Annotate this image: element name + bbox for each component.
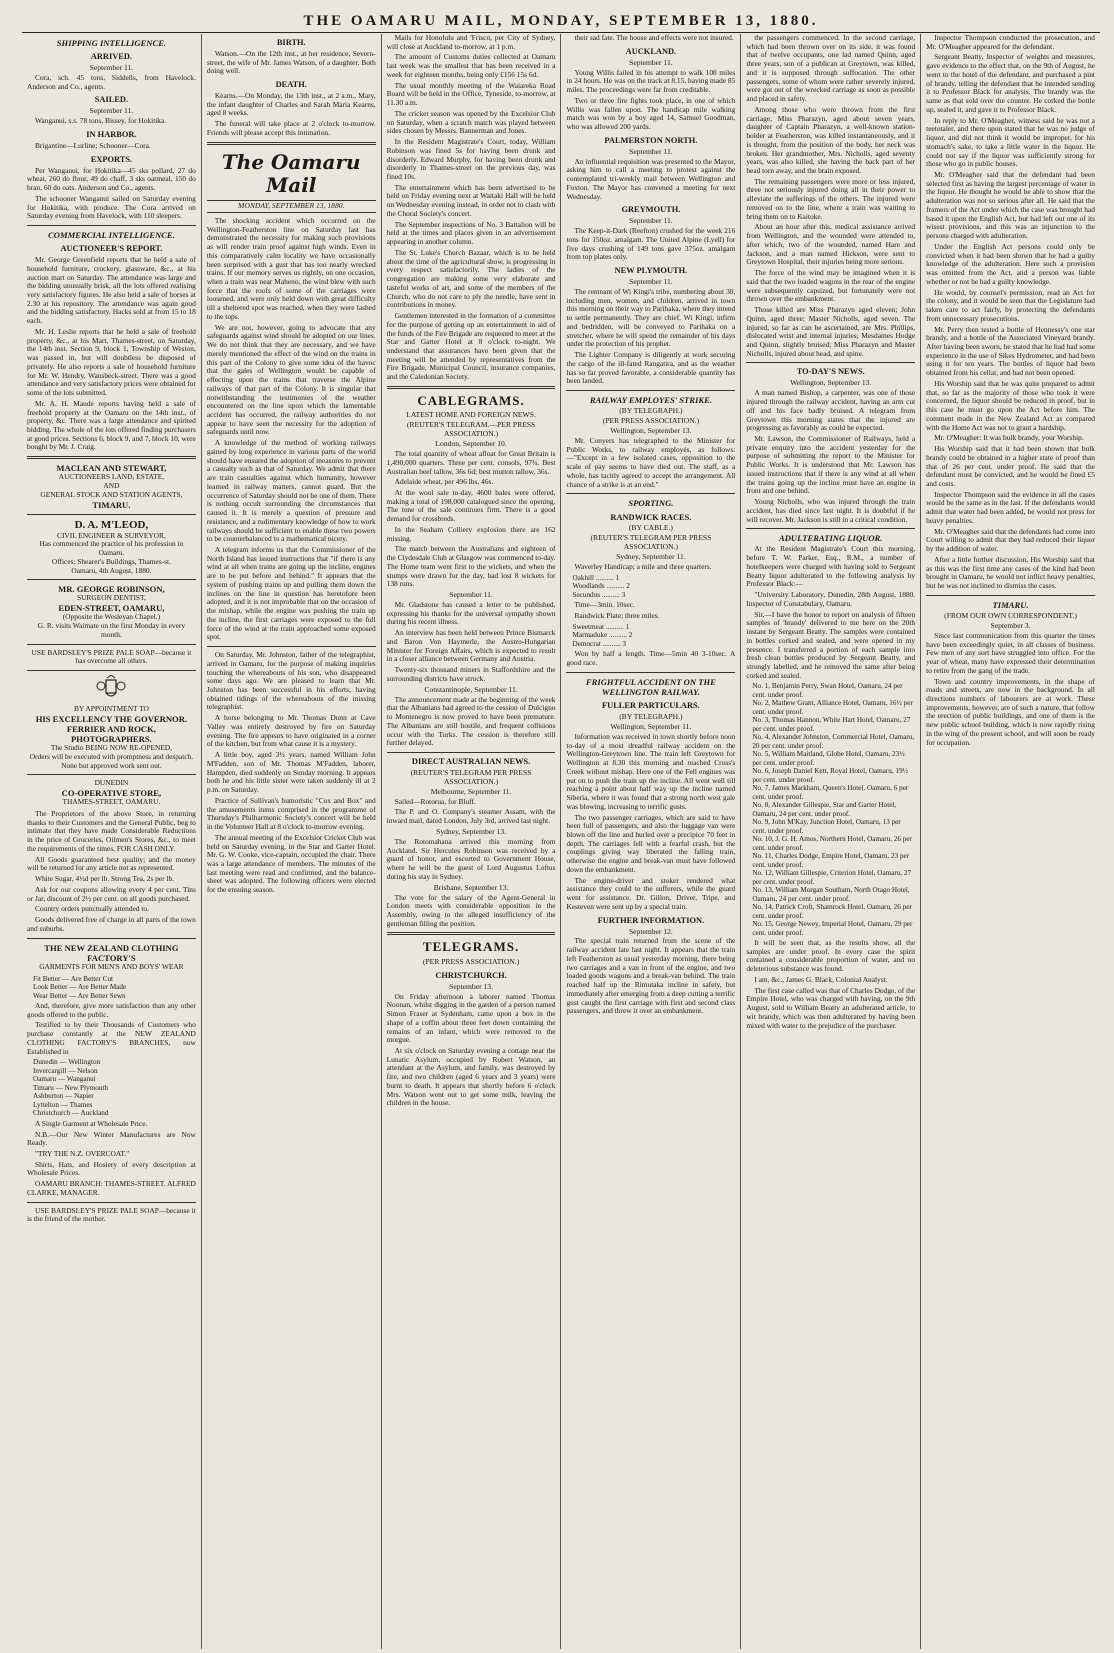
cable-para: Adelaide wheat, per 496 lbs, 46s. — [394, 477, 494, 487]
arrived-date: September 11. — [89, 63, 134, 73]
auckland-heading: AUCKLAND. — [625, 46, 677, 56]
dateline: Sydney, September 11. — [616, 552, 686, 562]
ad-line: Oamaru, 4th August, 1880. — [71, 565, 152, 575]
page-masthead: THE OAMARU MAIL, MONDAY, SEPTEMBER 13, 1880. — [22, 8, 1100, 33]
news-para: A little boy, aged 3½ years, named William John M'Fadden, son of Mr. Thomas M'Fadden, laborer, Hampden, died suddenly on Sunday morning. It appears both he and his little sister were taken suddenly ill at 2 p.m. on Saturday. — [206, 750, 376, 795]
divider — [387, 932, 556, 935]
palmerston-heading: PALMERSTON NORTH. — [604, 135, 698, 145]
column-4 — [561, 34, 741, 1649]
news-para: Town and country improvements, in the shape of roads and streets, are now in the background. In all directions numbers of labourers are at work. These improvements, however, are of such a nature, that follow the erection of public buildings, and one of them is the new public school building, which is now rapidly rising in the wing of the present school, and will soon be ready for occupation. — [926, 676, 1095, 747]
news-para: The cricket season was opened by the Excelsior Club on Saturday, when a scratch match was played between sides chosen by Messrs. Bannerman and Jones. — [386, 108, 556, 136]
divider — [746, 528, 915, 529]
dateline: September 11. — [629, 57, 673, 67]
column-6 — [921, 34, 1100, 1649]
list-item: Timaru — New Plymouth — [33, 1083, 109, 1092]
cable-para: Mr. Gladstone has caused a letter to be published, expressing his thanks for the universal sympathy shown during his recent illness. — [386, 600, 556, 627]
dateline: Wellington, September 11. — [610, 721, 692, 731]
list-item: No. 7, James Markham, Queen's Hotel, Oamaru, 6 per cent. under proof. — [752, 784, 909, 801]
news-para: Gentlemen interested in the formation of a committee for the purpose of getting up an entertainment in aid of the funds of the Fire Brigade are requested to meet at the Star and Garter Hotel at 8 o'clock to-night. We understand that assurances have been given that the meeting will be attended by representatives from the Fire Brigade, Municipal Council, insurance companies, and the Caledonian Society. — [386, 311, 556, 382]
news-para: The Lighter Company is diligently at work securing the cargo of the ill-fated Rangatira, and as the weather has so far proved favorable, a considerable quantity has been landed. — [566, 350, 736, 386]
harbor-text: Brigantine—Lurline; Schooner—Cora. — [35, 140, 151, 150]
ad-para: USE BARDSLEY'S PRIZE PALE SOAP—because it is the friend of the mother. — [27, 1205, 196, 1224]
shipping-heading: SHIPPING INTELLIGENCE. — [56, 38, 167, 48]
list-item: No. 11, Charles Dodge, Empire Hotel, Oamaru, 23 per cent. under proof. — [752, 852, 910, 869]
ad-line: (Opposite the Wesleyan Chapel.) — [62, 612, 161, 622]
ad-line: BY APPOINTMENT TO — [73, 704, 149, 714]
news-para: Two or three fire fights took place, in one of which Willis was fallen upon. The handicap mile walking match was won by a boy aged 14, Samuel Goodman, who was allowed 200 yards. — [566, 95, 736, 131]
divider — [27, 644, 196, 645]
list-item: No. 12, William Gillespie, Criterion Hotel, Oamaru, 27 per cent. under proof. — [752, 869, 912, 886]
list-item: No. 8, Alexander Gillespie, Star and Garter Hotel, Oamaru, 24 per cent. under proof. — [752, 801, 897, 818]
accident-subheading: FULLER PARTICULARS. — [602, 701, 700, 711]
press-assoc-note: (REUTER'S TELEGRAM PER PRESS ASSOCIATION.) — [590, 533, 712, 552]
press-assoc-note: (PER PRESS ASSOCIATION.) — [602, 416, 700, 426]
news-para: In the Resident Magistrate's Court, today, William Robinson was fined 5s for having been drunk and disorderly. Edward Murphy, for having been drunk and disorderly in Thames-street on the previous day, was fined 10s. — [386, 137, 556, 182]
correspondent-note: (FROM OUR OWN CORRESPONDENT.) — [944, 610, 1077, 620]
list-item: No. 9, John M'Kay, Junction Hotel, Oamaru, 13 per cent. under proof. — [752, 818, 901, 835]
ad-line: THAMES-STREET, OAMARU. — [62, 797, 161, 807]
divider — [27, 514, 196, 515]
ad-mleod — [27, 519, 196, 576]
ad-maclean-stewart — [27, 463, 196, 509]
court-para: I am, &c., James G. Black, Colonial Analyst. — [754, 974, 888, 984]
divider — [746, 362, 915, 363]
dateline: Wellington, September 13. — [610, 426, 692, 436]
greymouth-heading: GREYMOUTH. — [621, 205, 681, 215]
ad-line: EDEN-STREET, OAMARU, — [58, 603, 165, 614]
divider — [27, 938, 196, 939]
ad-list — [27, 975, 196, 1000]
ad-line: Offices: Shearer's Buildings, Thames-st. — [51, 556, 171, 566]
sailed-date: September 11. — [89, 106, 134, 116]
ad-para: OAMARU BRANCH: THAMES-STREET. ALFRED CLARKE, MANAGER. — [27, 1179, 196, 1197]
divider — [27, 225, 196, 226]
exports-text: Per Wanganui, for Hokitika—45 sks pollard, 27 do wheat, 260 do flour, 49 do chaff, 3 sks oatmeal, 150 do bran, 60 do oats. Anderson and Co., agents. — [27, 165, 196, 193]
dateline: September 13. — [449, 981, 493, 991]
court-para: Inspector Thompson conducted the prosecution, and Mr. O'Meagher appeared for the defendant. — [926, 34, 1095, 51]
editorial-para: A knowledge of the method of working railways gained by long experience in various parts of the world should have ensured the adoption of measures to prevent a casualty such as that of Saturday. We admit that there are train casualties against which humanity, however learned in railway matters, cannot guard. But the occurrence of Saturday should not be one of them. There is nothing occult surrounding the circumstances that caused it. It is merely a question of pressure and resistance, and a rudimentary knowledge of how to work railways should be sufficient to enable these two powers to be counterbalanced to a mathematical nicety. — [206, 438, 376, 544]
court-para: Mr. Perry then tested a bottle of Hennessy's one star brandy, and a bottle of the Associated Vineyard brandy. After having been sworn, he stated that he had had some experience in the use of Sikes Hydrometer, and had been using it for ten years. The bottles of liquor had been obtained from his cellar, and had not been opened. — [926, 324, 1095, 378]
birth-heading: BIRTH. — [276, 38, 306, 47]
birth-notice: Watson.—On the 12th inst., at her residence, Severn-street, the wife of Mr. James Watson, of a daughter. Both doing well. — [206, 48, 376, 76]
australian-news-heading: DIRECT AUSTRALIAN NEWS. — [411, 756, 531, 766]
news-para: Mails for Honolulu and 'Frisco, per City of Sydney, will close at Auckland to-morrow, at 1 p.m. — [386, 34, 556, 51]
cable-para: The announcement made at the beginning of the week that the Albanians had agreed to the cession of Dulcigno to Montenegro is now proved to have been premature. The Albanians are still hostile, and frequent collisions occur with the Turks. The cession is therefore still further delayed. — [386, 694, 556, 748]
cablegrams-subheading: LATEST HOME AND FOREIGN NEWS. — [406, 410, 536, 420]
ad-line: FERRIER AND ROCK, PHOTOGRAPHERS. — [66, 723, 156, 745]
court-para: It will be seen that, as the results show, all the samples are under proof. In every case the spirit contained a considerable proportion of water, and no deleterious substance was found. — [746, 938, 916, 974]
ad-ferrier-rock — [27, 705, 196, 770]
cable-para: Twenty-six thousand miners in Staffordshire and the surrounding districts have struck. — [386, 665, 556, 683]
news-para: The Keep-it-Dark (Reefton) crushed for the week 216 tons for 150oz. amalgam. The United Alpine (Lyell) for five days crushing of 149 tons gave 375oz. amalgam from top plates only. — [566, 226, 736, 262]
further-info-heading: FURTHER INFORMATION. — [597, 915, 705, 925]
divider — [27, 456, 196, 459]
ad-bardsley-soap — [27, 649, 196, 666]
news-para: Young Willis failed in his attempt to walk 108 miles in 24 hours. He was on the track at 8.15, having made 85 miles. The proceedings were far from creditable. — [566, 67, 736, 95]
news-para: The vote for the salary of the Agent-General in London meets with considerable opposition in the Assembly, owing to the alleged insufficiency of the gentleman filling the position. — [386, 892, 556, 928]
accident-heading: FRIGHTFUL ACCIDENT ON THE WELLINGTON RAILWAY. — [585, 676, 716, 697]
divider — [207, 646, 376, 647]
analysis-list — [746, 682, 915, 937]
list-item: Christchurch — Auckland — [33, 1109, 109, 1118]
auctioneer-heading: AUCTIONEER'S REPORT. — [60, 244, 163, 254]
column-1 — [22, 34, 202, 1649]
court-para: He would, by counsel's permission, read an Act for the colony, and it would be seen that the Legislature had taken care to act fairly, by protecting the defendants from unnecessary prosecutions. — [926, 287, 1095, 323]
list-item: No. 2, Mathew Grant, Alliance Hotel, Oamaru, 16½ per cent. under proof. — [752, 699, 913, 716]
court-para: His Worship said that it had been shown that bulk brandy could be obtained in a higher state of proof than that of 26 per cent. under proof. He said that the defendant must be convicted, and he would be fined £5 and costs. — [926, 444, 1095, 488]
court-para: After a little further discussion, His Worship said that as this was the first time any cases of the kind had been brought in Oamaru, he would not inflict heavy penalties, but he was not inclined to dismiss the cases. — [926, 554, 1095, 591]
news-para: On Saturday, Mr. Johnston, father of the telegraphist, arrived in Oamaru, for the purpose of making inquiries touching the whereabouts of his son, who disappeared some days ago. We are pleased to learn that Mr. Johnston has been successful in his efforts, having obtained tidings of the whereabouts of the missing telegraphist. — [206, 650, 376, 712]
arrived-heading: ARRIVED. — [90, 52, 132, 62]
ad-line: GARMENTS FOR MEN'S AND BOYS' WEAR — [39, 961, 184, 971]
divider — [387, 386, 556, 389]
ad-line: THE NEW ZEALAND CLOTHING FACTORY'S — [44, 942, 179, 963]
ad-para: N.B.—Our New Winter Manufactures are Now Ready. — [27, 1129, 196, 1148]
dateline: September 11. — [629, 146, 673, 156]
divider — [27, 1202, 196, 1203]
death-notice: Kearns.—On Monday, the 13th inst., at 2 a.m., Mary, the infant daughter of Charles and Sarah Maria Kearns, aged 8 weeks. — [206, 91, 376, 118]
dateline: September 11. — [629, 216, 673, 226]
court-para: "University Laboratory, Dunedin, 28th August, 1880. Inspector of Constabulary, Oamaru. — [746, 590, 916, 608]
dateline: Wellington, September 13. — [790, 378, 872, 388]
ad-line: Orders will be executed with promptness and despatch. — [29, 751, 194, 761]
todays-news-heading: TO-DAY'S NEWS. — [796, 367, 865, 377]
court-para: In reply to Mr. O'Meagher, witness said he was not a teetotaler, and there upon stated that he was no judge of liquor, and did not think it would be improper, for his stomach's sake, to take a little water in the liquor. He could not say if the liquor was sufficiently strong for those who go in public houses. — [926, 115, 1095, 169]
ad-para: Shirts, Hats, and Hosiery of every description at Wholesale Prices. — [27, 1159, 196, 1178]
ad-line: G. R. visits Waimate on the first Monday in every month. — [37, 621, 186, 639]
ad-line: CIVIL ENGINEER & SURVEYOR, — [57, 530, 166, 540]
ad-para: All Goods guaranteed best quality; and the money will be returned for any article not as represented. — [27, 854, 196, 873]
column-5 — [741, 34, 921, 1649]
ad-co-operative-store — [27, 779, 196, 807]
column-3 — [382, 34, 562, 1649]
news-para: A man named Bishop, a carpenter, was one of those injured through the railway accident, having an arm cut off and his face badly bruised. A telegram from Greytown this morning states that the injured are progressing as favorably as could be expected. — [746, 388, 916, 433]
ad-para: Goods delivered free of charge in all parts of the town and suburbs. — [27, 915, 196, 933]
arrived-text: Cora, sch. 45 tons, Siddells, from Havelock. Anderson and Co., agents. — [27, 73, 196, 91]
news-para: Young Nicholls, who was injured through the train accident, has died since last night. It is doubtful if he will recover. Mr. Jackson is still in a critical condition. — [746, 497, 916, 524]
railway-strike-heading: RAILWAY EMPLOYES' STRIKE. — [589, 395, 712, 405]
telegraph-note: (BY TELEGRAPH.) — [619, 406, 683, 416]
race-time: Time—3min. 10sec. — [574, 600, 635, 610]
list-item: Invercargill — Nelson — [33, 1066, 98, 1075]
telegrams-heading: TELEGRAMS. — [422, 939, 520, 955]
news-para: A horse belonging to Mr. Thomas Dunn at Cave Valley was entirely destroyed by fire on Saturday evening. The fire appears to have originated in a corner of the kitchen, but from what cause it is a mystery. — [206, 713, 376, 749]
ad-line: SURGEON DENTIST, — [76, 593, 146, 603]
ad-para: And, therefore, give more satisfaction than any other goods offered to the public. — [27, 1001, 196, 1019]
news-para: The annual meeting of the Excelsior Cricket Club was held on Saturday evening, in the Star and Garter Hotel. Mr. G. W. Cooke, vice-captain, occupied the chair. There was a large attendance of members. The minutes of the last meeting were read and confirmed, and the balance-sheet was adopted. The following officers were elected for the ensuing season. — [206, 832, 376, 895]
court-para: The first case called was that of Charles Dodge, of the Empire Hotel, who was charged with having, on the 9th August, sold to William Beatty an adulterated article, to wit brandy, which was then adulterated by having been mixed with water to the prejudice of the purchaser. — [746, 985, 916, 1030]
death-heading: DEATH. — [275, 80, 307, 90]
race-results — [566, 574, 735, 599]
cable-para: In the Seaham Colliery explosion there are 162 missing. — [386, 524, 556, 543]
list-item: Lyttelton — Thames — [33, 1100, 93, 1109]
ad-robinson — [27, 584, 196, 639]
dateline: Melbourne, September 11. — [430, 786, 512, 796]
editorial-para: The shocking accident which occurred on the Wellington-Featherston line on Saturday last has demonstrated the necessity for making such provisions as will render train proof against high winds. Even in this comparatively calm locality we have occasionally been surprised with a gust that has too nearly wrecked trains. If our memory serves us rightly, on one occasion, when a train was near Maheno, the wind blew with such force that the roofs of some of the carriages were loosened, and were only held down with great difficulty till a sheltered spot was reached, when they were lashed to the tops. — [206, 215, 376, 321]
news-para: Since last communication from this quarter the times have been exceedingly quiet, in all classes of business. Few men of any sort have struggled into office. For the year of wheat, many have expressed their determination to retire from the gang of the trade. — [926, 630, 1095, 675]
news-para: The remaining passengers were more or less injured, three not seriously injured doing all in their power to alleviate the sufferings of the others. The injured were removed on to the line, where a train was waiting to bring them on to Kaitoke. — [746, 176, 916, 221]
sailed-heading: SAILED. — [94, 95, 129, 105]
dateline: September 12. — [628, 926, 673, 936]
list-item: No. 1, Benjamin Perry, Swan Hotel, Oamaru, 24 per cent. under proof. — [752, 682, 903, 699]
list-item: Sweetmeat .......... 1 — [572, 622, 630, 631]
list-item: Oamaru — Wanganui — [33, 1075, 96, 1084]
race-description: Randwick Plate; three miles. — [574, 611, 660, 621]
court-para: Inspector Thompson said the evidence in all the cases would be the same as in the last. If the defendants would admit that water had been added, he would not press for heavy penalties. — [926, 489, 1095, 525]
dateline: September 11. — [629, 276, 673, 286]
cable-para: At the wool sale to-day, 4600 bales were offered, making a total of 198,000 catalogued since the opening. The tone of the sale continues firm. There is a good demand for crossbreds. — [386, 487, 556, 524]
town-list — [27, 1058, 196, 1117]
news-para: The two passenger carriages, which are said to have been full of passengers, and also the luggage van were blown off the line and hurled over a precipice 70 feet in depth. The carriages fell with a fearful crash, but the couplings giving way liberated the falling train, otherwise the engine and break-van must have followed down the embankment. — [566, 812, 736, 874]
ad-clothing-factory — [27, 943, 196, 972]
list-item: Dunedin — Wellington — [33, 1058, 101, 1067]
ad-line: USE BARDSLEY'S PRIZE PALE SOAP—because it has overcome all others. — [31, 647, 192, 666]
ad-para: "TRY THE N.Z. OVERCOAT." — [35, 1149, 130, 1159]
ad-line: MR. GEORGE ROBINSON, — [58, 584, 165, 595]
dateline: September 3. — [990, 620, 1031, 630]
list-item: Woodlands .......... 2 — [572, 582, 630, 591]
list-item: Secundus .......... 3 — [572, 590, 626, 599]
news-para: The amount of Customs duties collected at Oamaru last week was the smallest that has been received in a week for eighteen months, being only £156 15s 6d. — [386, 52, 556, 79]
funeral-notice: The funeral will take place at 2 o'clock to-morrow. Friends will please accept this intimation. — [206, 119, 376, 137]
news-para: The entertainment which has been advertised to be held on Friday evening next at Waitaki Hall will be held on Wednesday evening instead, in order not to clash with the Choral Society's concert. — [386, 182, 556, 218]
dateline: Brisbane, September 13. — [433, 882, 509, 892]
editorial-para: We are not, however, going to advocate that any safeguards against wind should be adopted on our lines. We do not think that they are necessary, and we have merely mentioned the effect of the wind on the trains in this part of the Colony to give some idea of the havoc that the gales of Wellington would be capable of effecting upon the trains that traverse the Alpine railways of that part of the Colony. It is singular that notwithstanding the testimonies of the weather encountered on the line upon which the lamentable accident has occurred, the railway authorities do not appear to have seen the necessity for the adoption of safeguards until now. — [206, 322, 376, 437]
dateline: Constantinople, September 11. — [424, 684, 518, 694]
cable-para: The total quantity of wheat afloat for Great Britain is 1,490,000 quarters. Three per cent. consols, 97¾. Best Australian beef tallow, 36s 6d; best mutton tallow, 36s. — [386, 449, 556, 476]
divider — [566, 390, 735, 391]
dateline: London, September 10. — [435, 439, 507, 449]
news-para: The engine-driver and stoker rendered what assistance they could to the sufferers, while the guard went for assistance. Dr. Gillon, Driver, Tripe, and Kesteven were sent up by a special train. — [566, 875, 736, 911]
race-results — [566, 623, 735, 648]
auctioneer-para: Mr. George Greenfield reports that he held a sale of household furniture, crockery, glassware, &c., at his auction mart on Saturday. The attendance was large and the bidding unusually brisk, all the lots offered realising very satisfactory figures. He also held a sale of horses at 2.30 at his repository. The attendance was again good and the bidding satisfactory. Hacks sold at from 15 to 18 each. — [27, 255, 196, 326]
ad-line: GENERAL STOCK AND STATION AGENTS, — [40, 489, 183, 499]
news-para: Practice of Sullivan's humoristic "Cox and Box" and the amusements items comprised in the programme of Thursday's Philharmonic Society's concert will be held in the Volunteer Hall at 8 o'clock to-morrow evening. — [206, 795, 376, 832]
divider — [27, 579, 196, 580]
editorial-date: MONDAY, SEPTEMBER 13, 1880. — [207, 200, 376, 213]
news-para: The force of the wind may be imagined when it is said that the two loaded wagons in the rear of the engine were subsequently capsized, but fortunately were not thrown over the embankment. — [746, 268, 916, 304]
cablegrams-heading: CABLEGRAMS. — [417, 392, 525, 408]
columns — [22, 34, 1100, 1649]
news-para: The September inspections of No. 3 Battalion will be held at the times and places given in an advertisement appearing in another column. — [386, 219, 556, 247]
list-item: No. 4, Alexander Johnston, Commercial Hotel, Oamaru, 20 per cent. under proof. — [752, 733, 915, 750]
news-para: their sad fate. The house and effects were not insured. — [574, 34, 734, 42]
news-para: An influential requisition was presented to the Mayor, asking him to call a meeting to protest against the contemplated tri-weekly mail between Wellington and Foxton. The Mayor has convened a meeting for next Wednesday. — [566, 156, 736, 201]
schooner-text: The schooner Wanganui sailed on Saturday evening for Hokitika, with produce. The Cora arrived on Saturday evening from Havelock, with 110 sleepers. — [27, 193, 196, 221]
court-para: His Worship said that he was quite prepared to admit that, so far as the majority of those who took it were concerned, the liquor should be reduced in proof, but in this case he must go upon the Act before him. The comment made in the New Zealand Act as compared with the Home Act was not to grant a hardship. — [926, 378, 1095, 432]
ad-line: AND — [103, 481, 120, 491]
news-para: Mr. Conyers has telegraphed to the Minister for Public Works, to railway employés, as follows:—"Except in a few isolated cases, opposition to the scale of pay seems to have died out. The staff, as a whole, has tacitly agreed to accept the arrangement. All chance of a strike is at an end." — [566, 436, 736, 489]
ad-line: AUCTIONEERS LAND, ESTATE, — [58, 472, 165, 482]
list-item: Democrat .......... 3 — [572, 639, 626, 648]
list-item: No. 14, Patrick Croft, Shamrock Hotel, Oamaru, 26 per cent. under proof. — [752, 903, 912, 920]
sailed-text: Wanganui, s.s. 78 tons, Bissey, for Hokitika. — [35, 116, 167, 126]
news-para: The St. Luke's Church Bazaar, which is to be held about the time of the agricultural show, is progressing in every respect satisfactorily. The ladies of the congregation are making some very elaborate and tasteful works of art, and some of the members of the Church, who do not care to ply the needle, have sent in contributions in money. — [386, 247, 556, 310]
auctioneer-para: Mr. A. H. Maude reports having held a sale of freehold property at the Oamaru on the 14th inst., of property, &c. There was a large attendance and spirited bidding. The whole of the lots offered finding purchasers at good prices. Sections 6, block 9, and 7, block 10, were bought by Mr. J. Craig. — [27, 398, 196, 452]
ad-line: Has commenced the practice of his profession in Oamaru. — [39, 539, 184, 558]
court-para: Mr. O'Meagher: It was bulk brandy, your Worship. — [934, 433, 1084, 443]
cable-para: An interview has been held between Prince Bismarck and Baron Von Haymerle, the Austro-Hungarian Minister for Foreign Affairs, which is expected to result in a closer alliance between Germany and Austria. — [386, 628, 556, 664]
ad-line: The Studio BEING NOW RE-OPENED, — [50, 743, 172, 753]
telegraph-note: (BY TELEGRAPH.) — [619, 712, 683, 722]
list-item: Look Better — Are Better Made — [33, 983, 127, 992]
cable-note: (BY CABLE.) — [628, 523, 673, 533]
ad-line: None but approved work sent out. — [61, 760, 162, 770]
timaru-heading: TIMARU. — [992, 599, 1029, 610]
news-para: The P. and O. Company's steamer Assam, with the inward mail, dated London, July 3rd, arrived last night. — [386, 807, 556, 826]
list-item: Oakhill .......... 1 — [572, 574, 620, 582]
news-para: Sailed—Rotorua, for Bluff. — [394, 796, 476, 806]
australian-news-assoc: (REUTER'S TELEGRAM PER PRESS ASSOCIATION.) — [410, 767, 532, 786]
news-para: the passengers commenced. In the second carriage, which had been thrown over on its side, it was found that of twelve occupants, one lad named Quinn, aged three years, son of a publican at Greytown, was killed, and it is supposed through suffocation. The other passengers, some of whom were rather severely injured, were got out of the wrecked carriage as soon as possible and placed in safety. — [746, 34, 916, 104]
ad-line: CO-OPERATIVE STORE, — [61, 788, 162, 799]
exports-heading: EXPORTS. — [90, 154, 133, 164]
list-item: No. 15, George Newey, Imperial Hotel, Oamaru, 29 per cent. under proof. — [752, 920, 913, 937]
list-item: No. 10, J. G. H. Amos, Northern Hotel, Oamaru, 26 per cent. under proof. — [752, 835, 913, 852]
list-item: Marmaduke .......... 2 — [572, 631, 633, 640]
telegrams-assoc: (PER PRESS ASSOCIATION.) — [422, 956, 520, 966]
news-para: On Friday afternoon a laborer named Thomas Noonan, whilst digging in the garden of a person named Simon Fraser at Sydenham, came upon a box in the shape of a coffin about three feet down containing the remains of an infant, which were removed to the morgue. — [386, 991, 556, 1045]
news-para: The Rotomahana arrived this morning from Auckland. Sir Hercules Robinson was received by a guard of honor, and escorted to Government House, where he will be the guest of Lord Augustus Loftus during his stay in Sydney. — [386, 836, 556, 881]
court-para: Mr. O'Meagher said that the defendant had been selected first as having the largest percentage of water in the liquor. He thought he would be able to show that the adulteration was not so serious after all. He said that the framers of the Act under which the case was brought had based it upon the English Act, but had left out one of its wisest provisions, and this was an injunction to the persons charged with adulteration. — [926, 170, 1095, 241]
divider — [566, 493, 735, 494]
ad-para: White Sugar, 4½d per lb. Strong Tea, 2s per lb. — [35, 874, 175, 884]
news-para: The remnant of Wi Kingi's tribe, numbering about 30, including men, women, and children, arrived in town this morning on their way to Parihaka, where they intend to settle permanently. They are chief, Wi Kingi, infirm and bedridden, will be conveyed to Parihaka on a stretcher, where he will spend the remainder of his days under the protection of his prophet. — [566, 286, 736, 349]
ad-line: D. A. M'LEOD, — [74, 518, 149, 531]
court-para: Mr. O'Meagher said that the defendants had come into Court willing to admit that they had reduced their liquor by the addition of water. — [926, 526, 1095, 554]
divider — [926, 595, 1095, 596]
auctioneer-para: Mr. H. Leslie reports that he held a sale of freehold property, &c., at his Mart, Thames-street, on Saturday, the 14th inst. Section 9, block 1, Township of Weston, was passed in, but will doubtless be disposed of privately. He also reports a sale of household furniture for Mr. W. Hendry, Wansbeck-street. There was a good attendance and very satisfactory prices were obtained for some of the lots submitted. — [27, 326, 196, 398]
divider — [387, 752, 556, 753]
ad-para: Testified to by their Thousands of Customers who purchase constantly at the NEW ZEALAND CLOTHING FACTORY'S BRANCHES, now Established in — [27, 1020, 196, 1056]
news-para: At six o'clock on Saturday evening a cottage near the Lunatic Asylum, occupied by Robert Watson, an attendant at the Asylum, and family, was destroyed by fire, and two children (aged 6 years and 3 years) were burnt to death. It appears that shortly before 6 o'clock Mrs. Watson went out to get some milk, leaving the children in the house. — [386, 1046, 556, 1108]
ad-para: Ask for our coupons allowing every 4 per cent. Tins or Jar, discount of 2½ per cent. on all goods purchased. — [27, 884, 196, 903]
editorial-masthead: The Oamaru Mail — [221, 149, 361, 198]
ad-line: MACLEAN AND STEWART, — [56, 463, 167, 474]
ad-line: TIMARU. — [92, 499, 131, 510]
court-para: Under the English Act persons could only be convicted when it had been shown that he had a guilty knowledge of the adulteration. Here such a provision was omitted from the Act, and a person was liable whether or not he had a guilty knowledge. — [926, 241, 1095, 286]
race-time: Won by half a length. Time—5min 40 3-10sec. A good race. — [566, 649, 736, 668]
ad-line: HIS EXCELLENCY THE GOVERNOR. — [35, 713, 188, 724]
adulterating-heading: ADULTERATING LIQUOR. — [778, 533, 883, 544]
dateline: September 11. — [449, 590, 493, 600]
divider — [566, 672, 735, 673]
list-item: Fit Better — Are Better Cut — [33, 974, 114, 983]
ad-para: Country orders punctually attended to. — [35, 904, 149, 914]
new-plymouth-heading: NEW PLYMOUTH. — [614, 266, 688, 276]
divider — [27, 774, 196, 775]
cablegrams-assoc: (REUTER'S TELEGRAM.—PER PRESS ASSOCIATION.) — [406, 420, 536, 439]
cable-para: The match between the Australians and eighteen of the Clydesdale Club at Glasgow was commenced to-day. The Home team went first to the wickets, and when the stumps were drawn for the day, had lost 8 wickets for 138 runs. — [386, 544, 556, 589]
court-para: Sir,—I have the honor to report on analysis of fifteen samples of 'brandy' delivered to me here on the 20th instant by Sergeant Beatty. The samples were contained in bottles corked and sealed, and were opened in my presence. I transferred a portion of each sample into fresh clean bottles produced by Sergeant Beatty, and strongly labelled, and he removed the same after being corked and sealed. — [746, 609, 916, 680]
news-para: Those killed are Miss Pharazyn aged eleven; John Quinn, aged three; Master Nicholls, aged seven. The injured, so far as can be ascertained, are Mrs. Phillips, dislocated wrist and internal injuries; Mesdames Hodge and Quinn, slightly bruised; Miss Pharazyn and Master Nicholls, injured about head, and spine. — [746, 305, 916, 358]
christchurch-heading: CHRISTCHURCH. — [435, 970, 507, 980]
dateline: Sydney, September 13. — [436, 826, 507, 836]
commercial-heading: COMMERCIAL INTELLIGENCE. — [48, 230, 175, 241]
list-item: No. 13, William Morgan Southam, North Otago Hotel, Oamaru, 24 per cent. under proof. — [752, 886, 910, 903]
news-para: The special train returned from the scene of the railway accident late last night. It appears that the train left Featherston as usual yesterday morning, there being two carriages and a van in front of the engine, and two loaded goods wagons and a break-van behind. The train reached half up the Rimutaka incline in safety, but immediately after emerging from a deep cutting a terrific gust caught the first carriage with first and second class passengers, and threw it over an embankment. — [566, 936, 736, 1016]
divider — [27, 670, 196, 671]
news-para: Among those who were thrown from the first carriage, Miss Pharazyn, aged about seven years, daughter of Captain Pharazyn, a well-known station-holder at Featherston, was killed instantaneously, and it is thought, from the position of the body, her neck was broken. Her grandmother, Mrs. Nicholls, aged seventy years, was also killed, she having the back part of her head torn away, and the brain exposed. — [746, 104, 916, 176]
list-item: Wear Better — Are Better Sewn — [33, 991, 126, 1000]
court-para: Sergeant Beatty, Inspector of weights and measures, gave evidence to the effect that, on the 9th of August, he went to the hotel of the defendant, and purchased a pint of brandy, telling the defendant that he intended sending it to Professor Black for analysis. The brandy was the same as that sold over the counter. He corked the bottle up, sealed it, and gave it to Professor Black. — [926, 52, 1095, 114]
news-para: Mr. Lawson, the Commissioner of Railways, held a private enquiry into the accident yesterday for the purpose of submitting the report to the Minister for Public Works. It is understood that Mr. Lawson has issued instructions that if there is any wind at all when the trains going up the incline must have an engine in front and one behind. — [746, 433, 916, 496]
list-item: No. 3, Thomas Hannon, White Hart Hotel, Oamaru, 27 per cent. under proof. — [752, 716, 911, 733]
news-para: The usual monthly meeting of the Waiareka Road Board will be held in the Office, Tyneside, to-morrow, at 11.30 a.m. — [386, 80, 556, 108]
ad-para: A Single Garment at Wholesale Price. — [35, 1118, 148, 1128]
list-item: No. 6, Joseph Daniel Kett, Royal Hotel, Oamaru, 19½ per cent. under proof. — [752, 767, 909, 784]
randwick-heading: RANDWICK RACES. — [610, 512, 692, 522]
news-para: About an hour after this, medical assistance arrived from Wellington, and the wounded were attended to, after which, two of the wounded, named Hare and Jackson, and a man named Hickson, were sent to Greytown Hospital, their injuries being more serious. — [746, 222, 916, 267]
news-para: Information was received in town shortly before noon to-day of a most dreadful railway accident on the Wellington-Greytown line. The train left Greytown for Wellington at 8.30 this morning and reached Cross's Creek without mishap. Here one of the Fell engines was put on to push the train up the incline. All went well till reaching a point about half way up the incline named Siberia, where it was found that a strong north west gale was blowing, increasing to terrific gusts. — [566, 731, 736, 811]
sporting-heading: SPORTING. — [628, 498, 674, 509]
list-item: Ashburton — Napier — [33, 1092, 94, 1101]
column-2 — [202, 34, 382, 1649]
ad-line: DUNEDIN — [94, 778, 129, 788]
ad-para: The Proprietors of the above Store, in returning thanks to their Customers and the General Public, beg to intimate that they have made Considerable Reductions in the price of Groceries, Oilmen's Stores, &c., to meet the requirements of the times, FOR CASH ONLY. — [27, 809, 196, 853]
race-description: Waverley Handicap; a mile and three quarters. — [574, 562, 712, 572]
divider — [207, 142, 376, 145]
list-item: No. 5, William Maitland, Globe Hotel, Oamaru, 23½ per cent. under proof. — [752, 750, 905, 767]
harbor-heading: IN HARBOR. — [86, 130, 137, 140]
royal-coat-of-arms-icon — [27, 675, 196, 701]
editorial-para: A telegram informs us that the Commissioner of the North Island has issued instructions that "if there is any wind at all when trains are going up the incline, engines are to be put before and behind." It appears that the system of pushing trains up and pulling them down the inclines on the line in question has heretofore been adopted, and it is not improbable that on the occasion of the mishap, while the engine was pushing the train up the incline, the first carriages were exposed to the full force of the wind at the train approached some exposed spot. — [206, 545, 376, 642]
court-para: At the Resident Magistrate's Court this morning, before T. W. Parker, Esq., R.M., a number of hotelkeepers were charged with having sold to Sergeant Beatty liquor adulterated to the following analysis by Professor Black:— — [746, 544, 916, 589]
